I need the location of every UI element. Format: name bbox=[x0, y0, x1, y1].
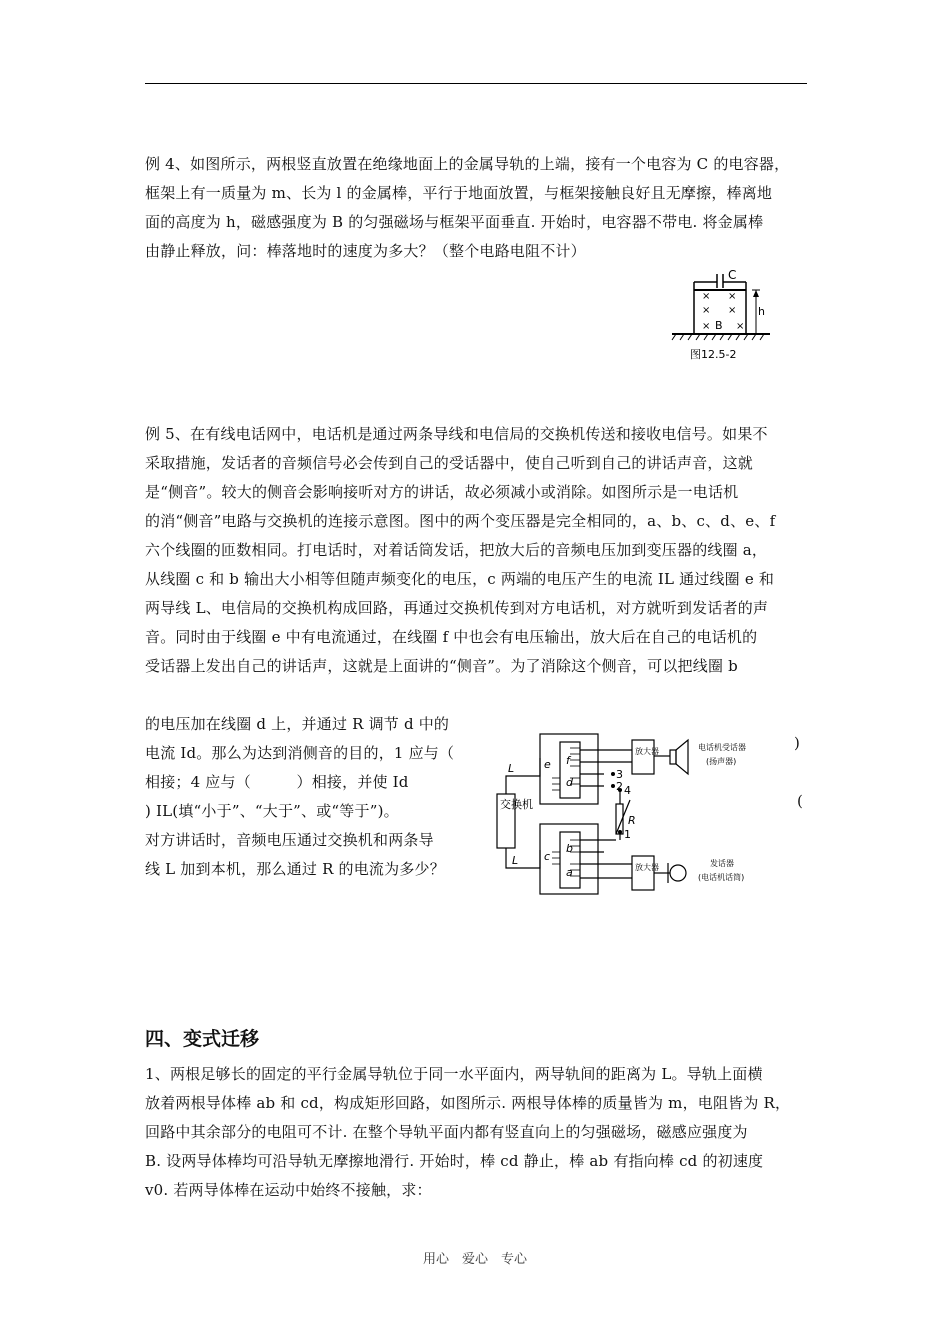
text-line: 受话器上发出自己的讲话声，这就是上面讲的“侧音”。为了消除这个侧音，可以把线圈 b bbox=[145, 657, 738, 675]
text-line: 的电压加在线圈 d 上，并通过 R 调节 d 中的 bbox=[145, 715, 450, 733]
text-line: 两导线 L、电信局的交换机构成回路，再通过交换机传到对方电话机，对方就听到发话者的声 bbox=[145, 599, 769, 617]
example4-text bbox=[145, 150, 811, 266]
coil-f-label: f bbox=[566, 754, 570, 767]
capacitor-label: C bbox=[728, 268, 737, 282]
section-title: 四、变式迁移 bbox=[145, 1028, 260, 1050]
text-line: 面的高度为 h，磁感强度为 B 的匀强磁场与框架平面垂直. 开始时，电容器不带电. 将金属棒 bbox=[145, 213, 764, 231]
text-line: 由静止释放，问：棒落地时的速度为多大？（整个电路电阻不计） bbox=[145, 242, 586, 260]
svg-text:×: × bbox=[702, 321, 711, 332]
answer-paren-open: ( bbox=[797, 792, 803, 810]
text-line: 线 L 加到本机，那么通过 R 的电流为多少？ bbox=[145, 860, 445, 878]
mic-sub-label: (电话机话筒) bbox=[698, 873, 745, 882]
text-line: 例 4、如图所示，两根竖直放置在绝缘地面上的金属导轨的上端，接有一个电容为 C 的电容器， bbox=[145, 155, 790, 173]
height-label: h bbox=[758, 305, 765, 318]
text-line: 相接；4 应与（ ）相接，并使 Id bbox=[145, 773, 409, 791]
svg-text:×: × bbox=[728, 305, 737, 316]
field-label: B bbox=[715, 319, 723, 332]
resistor-label: R bbox=[628, 814, 636, 827]
terminal-3: 3 bbox=[616, 768, 623, 781]
telephone-circuit-figure bbox=[492, 728, 788, 903]
text-line: 采取措施，发话者的音频信号必会传到自己的受话器中，使自己听到自己的讲话声音，这就 bbox=[145, 454, 754, 472]
svg-text:×: × bbox=[702, 305, 711, 316]
wire-label-top: L bbox=[508, 762, 515, 775]
coil-e-label: e bbox=[544, 758, 551, 771]
text-line: 放着两根导体棒 ab 和 cd，构成矩形回路，如图所示. 两根导体棒的质量皆为 m，电阻皆为 R， bbox=[145, 1094, 791, 1112]
text-line: ) IL(填“小于”、“大于”、或“等于”)。 bbox=[145, 802, 399, 820]
receiver-label: 电话机受话器 bbox=[698, 743, 746, 752]
amp-top-label: 放大器 bbox=[635, 747, 659, 756]
terminal-4: 4 bbox=[624, 784, 631, 797]
header-rule bbox=[145, 83, 807, 84]
text-line: 六个线圈的匝数相同。打电话时，对着话筒发话，把放大后的音频电压加到变压器的线圈 a， bbox=[145, 541, 768, 559]
text-line: v0. 若两导体棒在运动中始终不接触，求： bbox=[145, 1181, 432, 1199]
text-line: 从线圈 c 和 b 输出大小相等但随声频变化的电压，c 两端的电压产生的电流 IL 通过线圈 e 和 bbox=[145, 570, 775, 588]
terminal-1: 1 bbox=[624, 828, 631, 841]
coil-a-label: a bbox=[566, 866, 573, 879]
example5-question bbox=[145, 710, 475, 884]
text-line: 回路中其余部分的电阻可不计. 在整个导轨平面内都有竖直向上的匀强磁场，磁感应强度为 bbox=[145, 1123, 748, 1141]
figure-caption: 图12.5-2 bbox=[690, 348, 737, 361]
text-line: 例 5、在有线电话网中，电话机是通过两条导线和电信局的交换机传送和接收电信号。如果不 bbox=[145, 425, 768, 443]
problem1-text bbox=[145, 1060, 811, 1205]
page-footer: 用心 爱心 专心 bbox=[422, 1252, 527, 1267]
text-line: 电流 Id。那么为达到消侧音的目的，1 应与（ bbox=[145, 744, 455, 762]
mic-label: 发话器 bbox=[710, 859, 734, 868]
exchange-label-1: 交换机 bbox=[500, 798, 533, 811]
text-line: 对方讲话时，音频电压通过交换机和两条导 bbox=[145, 831, 434, 849]
capacitor-frame-figure bbox=[668, 268, 786, 368]
text-line: B. 设两导体棒均可沿导轨无摩擦地滑行. 开始时，棒 cd 静止，棒 ab 有指向棒 cd 的初速度 bbox=[145, 1152, 764, 1170]
coil-d-label: d bbox=[566, 776, 573, 789]
text-line: 音。同时由于线圈 e 中有电流通过，在线圈 f 中也会有电压输出，放大后在自己的电话机的 bbox=[145, 628, 758, 646]
receiver-sub-label: (扬声器) bbox=[706, 757, 737, 766]
example5-text bbox=[145, 420, 811, 681]
svg-text:×: × bbox=[702, 291, 711, 302]
terminal-2: 2 bbox=[616, 780, 623, 793]
amp-bottom-label: 放大器 bbox=[635, 863, 659, 872]
svg-text:×: × bbox=[736, 321, 745, 332]
coil-c-label: c bbox=[544, 850, 551, 863]
answer-paren-close: ) bbox=[794, 734, 800, 752]
text-line: 框架上有一质量为 m、长为 l 的金属棒，平行于地面放置，与框架接触良好且无摩擦，棒离地 bbox=[145, 184, 773, 202]
text-line: 1、两根足够长的固定的平行金属导轨位于同一水平面内，两导轨间的距离为 L。导轨上面横 bbox=[145, 1065, 763, 1083]
text-line: 的消“侧音”电路与交换机的连接示意图。图中的两个变压器是完全相同的，a、b、c、d、e、f bbox=[145, 512, 776, 530]
text-line: 是“侧音”。较大的侧音会影响接听对方的讲话，故必须减小或消除。如图所示是一电话机 bbox=[145, 483, 739, 501]
coil-b-label: b bbox=[566, 842, 573, 855]
svg-text:×: × bbox=[728, 291, 737, 302]
wire-label-bottom: L bbox=[512, 854, 519, 867]
